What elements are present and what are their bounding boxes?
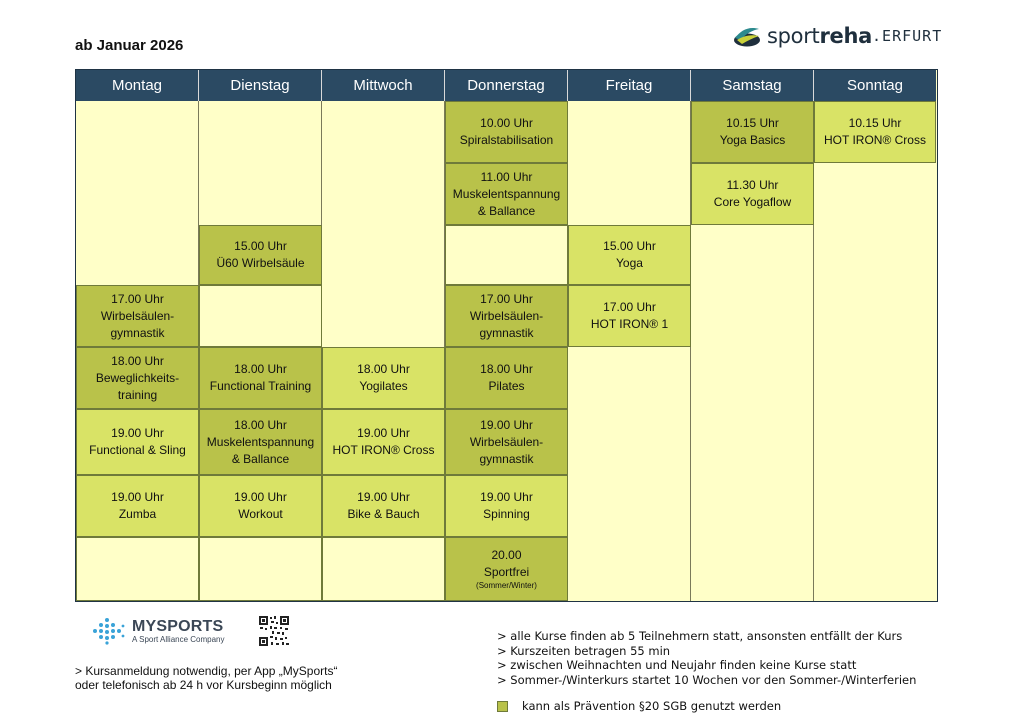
course-slot: 19.00 Uhr Workout [199, 475, 322, 537]
qr-code-icon[interactable] [258, 615, 290, 647]
empty-slot [199, 285, 322, 347]
course-slot: 11.00 Uhr Muskelentspannung & Ballance [445, 163, 568, 225]
mysports-dots-icon [92, 617, 126, 645]
schedule-table [75, 69, 938, 602]
day-header-sonntag: Sonntag [814, 70, 936, 101]
course-slot: 19.00 Uhr Bike & Bauch [322, 475, 445, 537]
logo-brand: sportreha [767, 24, 873, 48]
mysports-logo [92, 617, 225, 645]
sportreha-logo-icon [733, 24, 761, 48]
course-slot: 20.00 Sportfrei (Sommer/Winter) [445, 537, 568, 601]
info-note: > alle Kurse finden ab 5 Teilnehmern statt, ansonsten entfällt der Kurs [497, 629, 903, 643]
course-slot: 18.00 Uhr Pilates [445, 347, 568, 409]
course-slot: 15.00 Uhr Yoga [568, 225, 691, 285]
info-notes [497, 629, 916, 687]
course-slot: 10.15 Uhr Yoga Basics [691, 101, 814, 163]
sportreha-logo [733, 22, 942, 50]
column-sonntag [814, 101, 936, 601]
info-note: > Kurszeiten betragen 55 min [497, 643, 671, 658]
course-slot: 19.00 Uhr Zumba [76, 475, 199, 537]
course-slot: 17.00 Uhr HOT IRON® 1 [568, 285, 691, 347]
day-header-freitag: Freitag [568, 70, 691, 101]
mysports-name: MYSPORTS [132, 617, 224, 635]
course-slot: 15.00 Uhr Ü60 Wirbelsäule [199, 225, 322, 285]
course-slot: 19.00 Uhr Wirbelsäulen- gymnastik [445, 409, 568, 475]
empty-slot [76, 537, 199, 601]
mysports-subtitle: A Sport Alliance Company [132, 634, 225, 644]
page-title: ab Januar 2026 [75, 37, 184, 54]
day-header-montag: Montag [76, 70, 199, 101]
course-slot: 17.00 Uhr Wirbelsäulen- gymnastik [445, 285, 568, 347]
day-header-samstag: Samstag [691, 70, 814, 101]
course-slot: 18.00 Uhr Muskelentspannung & Ballance [199, 409, 322, 475]
empty-slot [199, 537, 322, 601]
logo-city: .ERFURT [872, 27, 943, 45]
course-slot: 18.00 Uhr Beweglichkeits- training [76, 347, 199, 409]
info-note: > zwischen Weihnachten und Neujahr finden keine Kurse statt [497, 658, 857, 672]
course-slot: 18.00 Uhr Yogilates [322, 347, 445, 409]
course-slot: 17.00 Uhr Wirbelsäulen- gymnastik [76, 285, 199, 347]
day-header-mittwoch: Mittwoch [322, 70, 445, 101]
empty-slot [445, 225, 568, 285]
course-slot: 19.00 Uhr Functional & Sling [76, 409, 199, 475]
info-note: > Sommer-/Winterkurs startet 10 Wochen vor den Sommer-/Winterferien [497, 672, 917, 687]
column-dienstag [199, 101, 322, 601]
legend [497, 699, 781, 713]
column-montag [76, 101, 199, 601]
course-slot: 19.00 Uhr HOT IRON® Cross [322, 409, 445, 475]
course-slot: 10.15 Uhr HOT IRON® Cross [814, 101, 936, 163]
course-slot: 10.00 Uhr Spiralstabilisation [445, 101, 568, 163]
empty-slot [322, 537, 445, 601]
course-slot: 18.00 Uhr Functional Training [199, 347, 322, 409]
legend-text: kann als Prävention §20 SGB genutzt werden [522, 699, 782, 713]
legend-swatch [497, 701, 508, 712]
column-samstag [691, 101, 814, 601]
column-mittwoch [322, 101, 445, 601]
registration-note: > Kursanmeldung notwendig, per App „MySports“ oder telefonisch ab 24 h vor Kursbeginn möglich [75, 664, 338, 692]
day-header-dienstag: Dienstag [199, 70, 322, 101]
column-donnerstag [445, 101, 568, 601]
day-header-donnerstag: Donnerstag [445, 70, 568, 101]
course-slot: 19.00 Uhr Spinning [445, 475, 568, 537]
column-freitag [568, 101, 691, 601]
course-slot: 11.30 Uhr Core Yogaflow [691, 163, 814, 225]
